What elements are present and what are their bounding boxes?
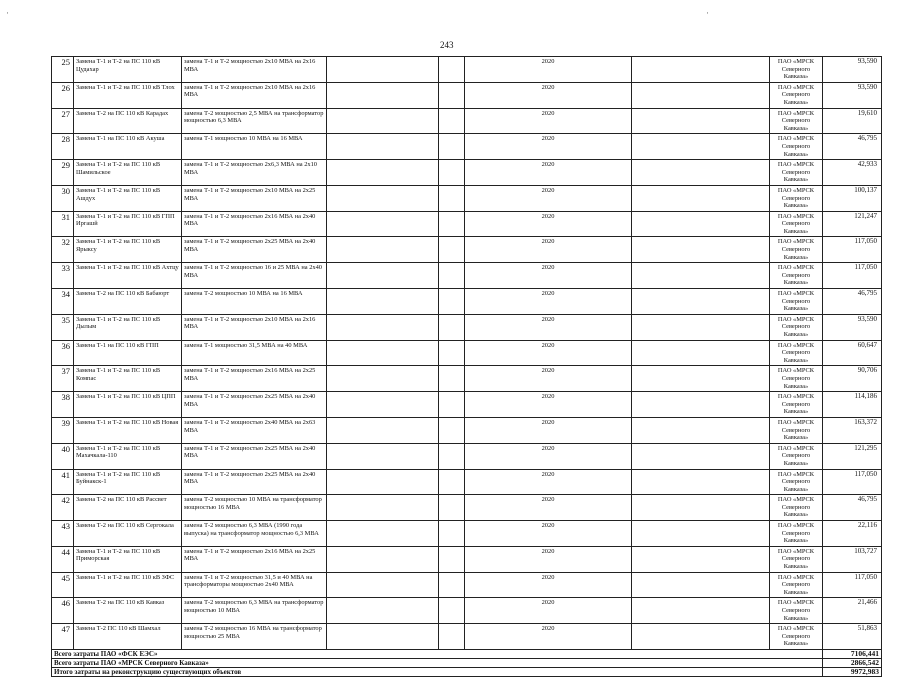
total-label: Итого затраты на реконструкцию существующих объектов [52, 667, 823, 676]
empty-cell [632, 392, 770, 418]
empty-cell [327, 572, 439, 598]
row-number: 25 [52, 57, 74, 83]
work-description: замена Т-2 мощностью 10 МВА на трансформатор мощностью 16 МВА [182, 495, 327, 521]
object-name: Замена Т-1 и Т-2 на ПС 110 кВ Тлох [74, 82, 182, 108]
empty-cell [632, 57, 770, 83]
table-body [52, 57, 882, 677]
organization-cell: ПАО «МРСК Северного Кавказа» [770, 495, 823, 521]
empty-cell [632, 624, 770, 650]
empty-cell [327, 340, 439, 366]
cost-value: 60,647 [823, 340, 882, 366]
empty-cell [632, 211, 770, 237]
total-row [52, 649, 882, 658]
object-name: Замена Т-1 и Т-2 на ПС 110 кВ Приморская [74, 546, 182, 572]
empty-cell [439, 521, 465, 547]
organization-cell: ПАО «МРСК Северного Кавказа» [770, 546, 823, 572]
object-name: Замена Т-1 и Т-2 на ПС 110 кВ ГПП Иргашй [74, 211, 182, 237]
empty-cell [632, 82, 770, 108]
cost-value: 117,050 [823, 263, 882, 289]
organization-cell: ПАО «МРСК Северного Кавказа» [770, 289, 823, 315]
empty-cell [327, 185, 439, 211]
cost-value: 46,795 [823, 495, 882, 521]
work-description: замена Т-1 мощностью 31,5 МВА на 40 МВА [182, 340, 327, 366]
empty-cell [632, 340, 770, 366]
work-description: замена Т-1 и Т-2 мощностью 2х10 МВА на 2х16 МВА [182, 82, 327, 108]
cost-value: 93,590 [823, 57, 882, 83]
cost-value: 90,706 [823, 366, 882, 392]
row-number: 27 [52, 108, 74, 134]
table-row [52, 366, 882, 392]
object-name: Замена Т-2 ПС 110 кВ Шамхал [74, 624, 182, 650]
year-cell: 2020 [465, 211, 632, 237]
empty-cell [439, 160, 465, 186]
year-cell: 2020 [465, 417, 632, 443]
year-cell: 2020 [465, 469, 632, 495]
empty-cell [327, 392, 439, 418]
empty-cell [327, 82, 439, 108]
object-name: Замена Т-1 и Т-2 на ПС 110 кВ Новая [74, 417, 182, 443]
cost-value: 46,795 [823, 289, 882, 315]
work-description: замена Т-1 и Т-2 мощностью 2х16 МВА на 2х25 МВА [182, 366, 327, 392]
year-cell: 2020 [465, 624, 632, 650]
table-row [52, 443, 882, 469]
organization-cell: ПАО «МРСК Северного Кавказа» [770, 469, 823, 495]
cost-value: 117,050 [823, 237, 882, 263]
work-description: замена Т-1 и Т-2 мощностью 2х40 МВА на 2х63 МВА [182, 417, 327, 443]
work-description: замена Т-1 и Т-2 мощностью 2х25 МВА на 2х40 МВА [182, 469, 327, 495]
row-number: 44 [52, 546, 74, 572]
empty-cell [439, 366, 465, 392]
work-description: замена Т-1 и Т-2 мощностью 2х16 МВА на 2х40 МВА [182, 211, 327, 237]
cost-value: 21,466 [823, 598, 882, 624]
empty-cell [439, 417, 465, 443]
empty-cell [632, 521, 770, 547]
empty-cell [632, 108, 770, 134]
organization-cell: ПАО «МРСК Северного Кавказа» [770, 82, 823, 108]
table-row [52, 546, 882, 572]
empty-cell [439, 469, 465, 495]
table-row [52, 495, 882, 521]
cost-value: 100,137 [823, 185, 882, 211]
empty-cell [632, 289, 770, 315]
cost-value: 117,050 [823, 469, 882, 495]
organization-cell: ПАО «МРСК Северного Кавказа» [770, 443, 823, 469]
table-row [52, 340, 882, 366]
work-description: замена Т-1 и Т-2 мощностью 2х25 МВА на 2х40 МВА [182, 443, 327, 469]
empty-cell [439, 185, 465, 211]
cost-value: 103,727 [823, 546, 882, 572]
year-cell: 2020 [465, 108, 632, 134]
empty-cell [327, 546, 439, 572]
table-row [52, 598, 882, 624]
cost-value: 19,610 [823, 108, 882, 134]
cost-value: 51,863 [823, 624, 882, 650]
empty-cell [632, 598, 770, 624]
empty-cell [327, 624, 439, 650]
total-value: 9972,983 [823, 667, 882, 676]
table-row [52, 82, 882, 108]
row-number: 30 [52, 185, 74, 211]
total-value: 2866,542 [823, 658, 882, 667]
table-row [52, 469, 882, 495]
empty-cell [632, 185, 770, 211]
empty-cell [632, 546, 770, 572]
cost-value: 93,590 [823, 82, 882, 108]
row-number: 36 [52, 340, 74, 366]
row-number: 35 [52, 314, 74, 340]
year-cell: 2020 [465, 289, 632, 315]
year-cell: 2020 [465, 443, 632, 469]
table-row [52, 185, 882, 211]
organization-cell: ПАО «МРСК Северного Кавказа» [770, 521, 823, 547]
empty-cell [439, 340, 465, 366]
object-name: Замена Т-1 и Т-2 на ПС 110 кВ Буйнакск-1 [74, 469, 182, 495]
work-description: замена Т-1 и Т-2 мощностью 2х25 МВА на 2х40 МВА [182, 237, 327, 263]
work-description: замена Т-1 и Т-2 мощностью 16 и 25 МВА на 2х40 МВА [182, 263, 327, 289]
cost-value: 114,186 [823, 392, 882, 418]
empty-cell [632, 314, 770, 340]
row-number: 26 [52, 82, 74, 108]
cost-value: 121,247 [823, 211, 882, 237]
empty-cell [439, 263, 465, 289]
empty-cell [439, 82, 465, 108]
empty-cell [327, 417, 439, 443]
empty-cell [327, 263, 439, 289]
row-number: 45 [52, 572, 74, 598]
empty-cell [327, 366, 439, 392]
row-number: 31 [52, 211, 74, 237]
year-cell: 2020 [465, 82, 632, 108]
year-cell: 2020 [465, 572, 632, 598]
year-cell: 2020 [465, 185, 632, 211]
organization-cell: ПАО «МРСК Северного Кавказа» [770, 185, 823, 211]
table-row [52, 237, 882, 263]
row-number: 42 [52, 495, 74, 521]
cost-value: 22,116 [823, 521, 882, 547]
empty-cell [439, 314, 465, 340]
work-description: замена Т-1 и Т-2 мощностью 2х10 МВА на 2х16 МВА [182, 314, 327, 340]
organization-cell: ПАО «МРСК Северного Кавказа» [770, 314, 823, 340]
work-description: замена Т-1 и Т-2 мощностью 2х25 МВА на 2х40 МВА [182, 392, 327, 418]
work-description: замена Т-2 мощностью 2,5 МВА на трансформатор мощностью 6,3 МВА [182, 108, 327, 134]
table-row [52, 160, 882, 186]
object-name: Замена Т-2 на ПС 110 кВ Рассвет [74, 495, 182, 521]
empty-cell [632, 469, 770, 495]
table-row [52, 392, 882, 418]
work-description: замена Т-1 и Т-2 мощностью 2х10 МВА на 2х16 МВА [182, 57, 327, 83]
empty-cell [327, 314, 439, 340]
cost-value: 93,590 [823, 314, 882, 340]
object-name: Замена Т-1 и Т-2 на ПС 110 кВ ЗФС [74, 572, 182, 598]
total-row [52, 658, 882, 667]
empty-cell [439, 134, 465, 160]
work-description: замена Т-1 и Т-2 мощностью 2х16 МВА на 2х25 МВА [182, 546, 327, 572]
empty-cell [632, 134, 770, 160]
object-name: Замена Т-2 на ПС 110 кВ Карадах [74, 108, 182, 134]
empty-cell [327, 443, 439, 469]
empty-cell [327, 237, 439, 263]
year-cell: 2020 [465, 263, 632, 289]
empty-cell [632, 263, 770, 289]
cost-value: 163,372 [823, 417, 882, 443]
year-cell: 2020 [465, 340, 632, 366]
year-cell: 2020 [465, 392, 632, 418]
empty-cell [327, 495, 439, 521]
empty-cell [439, 108, 465, 134]
row-number: 32 [52, 237, 74, 263]
object-name: Замена Т-2 на ПС 110 кВ Сергокала [74, 521, 182, 547]
empty-cell [439, 443, 465, 469]
cost-value: 42,933 [823, 160, 882, 186]
object-name: Замена Т-1 на ПС 110 кВ ГПП [74, 340, 182, 366]
work-description: замена Т-2 мощностью 16 МВА на трансформатор мощностью 25 МВА [182, 624, 327, 650]
organization-cell: ПАО «МРСК Северного Кавказа» [770, 134, 823, 160]
row-number: 33 [52, 263, 74, 289]
corner-mark-right: · [706, 8, 709, 18]
organization-cell: ПАО «МРСК Северного Кавказа» [770, 237, 823, 263]
object-name: Замена Т-2 на ПС 110 кВ Кавказ [74, 598, 182, 624]
organization-cell: ПАО «МРСК Северного Кавказа» [770, 160, 823, 186]
year-cell: 2020 [465, 160, 632, 186]
empty-cell [439, 572, 465, 598]
year-cell: 2020 [465, 521, 632, 547]
total-label: Всего затраты ПАО «МРСК Северного Кавказа» [52, 658, 823, 667]
total-row [52, 667, 882, 676]
empty-cell [439, 211, 465, 237]
object-name: Замена Т-1 и Т-2 на ПС 110 кВ Компас [74, 366, 182, 392]
total-label: Всего затраты ПАО «ФСК ЕЭС» [52, 649, 823, 658]
table-row [52, 521, 882, 547]
empty-cell [632, 160, 770, 186]
year-cell: 2020 [465, 237, 632, 263]
work-description: замена Т-1 и Т-2 мощностью 2х10 МВА на 2х25 МВА [182, 185, 327, 211]
organization-cell: ПАО «МРСК Северного Кавказа» [770, 624, 823, 650]
cost-value: 117,050 [823, 572, 882, 598]
empty-cell [327, 108, 439, 134]
organization-cell: ПАО «МРСК Северного Кавказа» [770, 598, 823, 624]
table-row [52, 289, 882, 315]
object-name: Замена Т-1 и Т-2 на ПС 110 кВ Ахтцу [74, 263, 182, 289]
year-cell: 2020 [465, 546, 632, 572]
table-row [52, 417, 882, 443]
row-number: 47 [52, 624, 74, 650]
year-cell: 2020 [465, 598, 632, 624]
empty-cell [439, 546, 465, 572]
object-name: Замена Т-1 на ПС 110 кВ Акуша [74, 134, 182, 160]
object-name: Замена Т-1 и Т-2 на ПС 110 кВ Дылым [74, 314, 182, 340]
organization-cell: ПАО «МРСК Северного Кавказа» [770, 57, 823, 83]
empty-cell [327, 469, 439, 495]
row-number: 46 [52, 598, 74, 624]
empty-cell [439, 392, 465, 418]
empty-cell [327, 160, 439, 186]
empty-cell [327, 57, 439, 83]
row-number: 28 [52, 134, 74, 160]
work-description: замена Т-1 и Т-2 мощностью 2х6,3 МВА на 2х10 МВА [182, 160, 327, 186]
year-cell: 2020 [465, 314, 632, 340]
object-name: Замена Т-1 и Т-2 на ПС 110 кВ Махачкала-110 [74, 443, 182, 469]
row-number: 41 [52, 469, 74, 495]
table-row [52, 572, 882, 598]
work-description: замена Т-1 мощностью 10 МВА на 16 МВА [182, 134, 327, 160]
organization-cell: ПАО «МРСК Северного Кавказа» [770, 392, 823, 418]
empty-cell [439, 624, 465, 650]
empty-cell [327, 134, 439, 160]
table-row [52, 263, 882, 289]
object-name: Замена Т-1 и Т-2 на ПС 110 кВ ЦПП [74, 392, 182, 418]
table-row [52, 624, 882, 650]
work-description: замена Т-1 и Т-2 мощностью 31,5 и 40 МВА на трансформаторы мощностью 2х40 МВА [182, 572, 327, 598]
page-number: 243 [440, 40, 454, 50]
empty-cell [327, 521, 439, 547]
organization-cell: ПАО «МРСК Северного Кавказа» [770, 211, 823, 237]
cost-value: 46,795 [823, 134, 882, 160]
table-row [52, 134, 882, 160]
work-description: замена Т-2 мощностью 10 МВА на 16 МВА [182, 289, 327, 315]
empty-cell [439, 237, 465, 263]
cost-value: 121,295 [823, 443, 882, 469]
year-cell: 2020 [465, 495, 632, 521]
row-number: 40 [52, 443, 74, 469]
row-number: 43 [52, 521, 74, 547]
row-number: 37 [52, 366, 74, 392]
work-description: замена Т-2 мощностью 6,3 МВА (1990 года выпуска) на трансформатор мощностью 6,3 МВА [182, 521, 327, 547]
row-number: 39 [52, 417, 74, 443]
organization-cell: ПАО «МРСК Северного Кавказа» [770, 108, 823, 134]
empty-cell [632, 417, 770, 443]
empty-cell [327, 289, 439, 315]
empty-cell [632, 572, 770, 598]
row-number: 34 [52, 289, 74, 315]
empty-cell [632, 443, 770, 469]
organization-cell: ПАО «МРСК Северного Кавказа» [770, 572, 823, 598]
empty-cell [632, 237, 770, 263]
object-name: Замена Т-2 на ПС 110 кВ Бабаюрт [74, 289, 182, 315]
object-name: Замена Т-1 и Т-2 на ПС 110 кВ Ашдух [74, 185, 182, 211]
row-number: 29 [52, 160, 74, 186]
table-row [52, 108, 882, 134]
empty-cell [439, 598, 465, 624]
year-cell: 2020 [465, 57, 632, 83]
empty-cell [439, 57, 465, 83]
row-number: 38 [52, 392, 74, 418]
corner-mark-left: · [6, 8, 9, 18]
table-row [52, 211, 882, 237]
organization-cell: ПАО «МРСК Северного Кавказа» [770, 366, 823, 392]
empty-cell [632, 366, 770, 392]
organization-cell: ПАО «МРСК Северного Кавказа» [770, 340, 823, 366]
object-name: Замена Т-1 и Т-2 на ПС 110 кВ Ярыксу [74, 237, 182, 263]
total-value: 7106,441 [823, 649, 882, 658]
year-cell: 2020 [465, 366, 632, 392]
work-description: замена Т-2 мощностью 6,3 МВА на трансформатор мощностью 10 МВА [182, 598, 327, 624]
object-name: Замена Т-1 и Т-2 на ПС 110 кВ Цудахар [74, 57, 182, 83]
empty-cell [327, 598, 439, 624]
year-cell: 2020 [465, 134, 632, 160]
object-name: Замена Т-1 и Т-2 на ПС 110 кВ Шамильское [74, 160, 182, 186]
organization-cell: ПАО «МРСК Северного Кавказа» [770, 263, 823, 289]
empty-cell [327, 211, 439, 237]
table-row [52, 57, 882, 83]
empty-cell [439, 495, 465, 521]
table-row [52, 314, 882, 340]
empty-cell [632, 495, 770, 521]
reconstruction-table [51, 56, 882, 677]
organization-cell: ПАО «МРСК Северного Кавказа» [770, 417, 823, 443]
empty-cell [439, 289, 465, 315]
